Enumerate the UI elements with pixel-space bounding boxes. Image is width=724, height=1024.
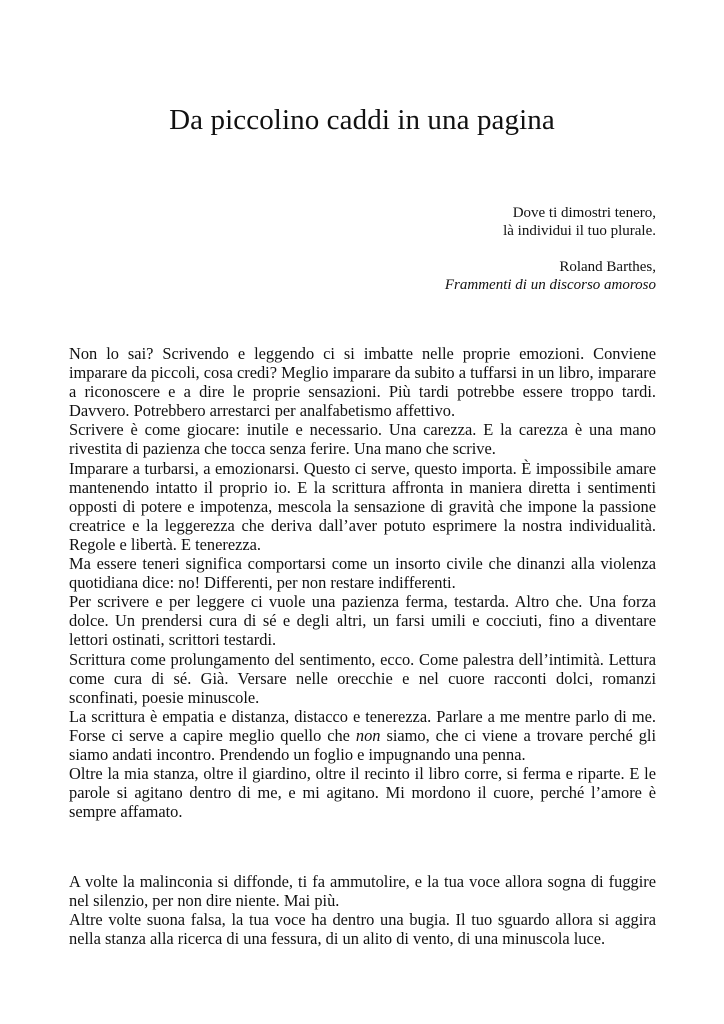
epigraph-line: là individui il tuo plurale. bbox=[503, 223, 656, 239]
paragraph: A volte la malinconia si diffonde, ti fa ammutolire, e la tua voce allora sogna di fuggire nel silenzio, per non dire niente. Mai più. bbox=[69, 872, 656, 911]
paragraph: Scrivere è come giocare: inutile e necessario. Una carezza. E la carezza è una mano rivestita di pazienza che tocca senza ferire. Una mano che scrive. bbox=[69, 420, 656, 459]
paragraph: Ma essere teneri significa comportarsi come un insorto civile che dinanzi alla violenza quotidiana dice: no! Differenti, per non restare indifferenti. bbox=[69, 554, 656, 593]
paragraph: Oltre la mia stanza, oltre il giardino, oltre il recinto il libro corre, si ferma e riparte. E le parole si agitano dentro di me, e mi agitano. Mi mordono il cuore, perché l’amore è sempre affamato. bbox=[69, 764, 656, 822]
epigraph-work: Frammenti di un discorso amoroso bbox=[444, 277, 656, 293]
paragraph-text: La scrittura è empatia e distanza, distacco e tenerezza. Parlare a me mentre parlo di me. Forse ci serve a capire meglio quello che bbox=[69, 706, 656, 745]
paragraph: Scrittura come prolungamento del sentimento, ecco. Come palestra dell’intimità. Lettura come cura di sé. Già. Versare nelle orecchie e nel cuore racconti dolci, romanzi sconfinati, poesie minuscole. bbox=[69, 649, 656, 707]
paragraph: Altre volte suona falsa, la tua voce ha dentro una bugia. Il tuo sguardo allora si aggira nella stanza alla ricerca di una fessura, di un alito di vento, di una minuscola luce. bbox=[69, 910, 656, 949]
epigraph-line: Dove ti dimostri tenero, bbox=[512, 205, 656, 221]
paragraph: Per scrivere e per leggere ci vuole una pazienza ferma, testarda. Altro che. Una forza dolce. Un prendersi cura di sé e degli altri, un farsi umili e cocciuti, fino a diventare lettori ostinati, scrittori testardi. bbox=[69, 592, 656, 650]
page-title: Da piccolino caddi in una pagina bbox=[169, 104, 555, 136]
body-section-2 bbox=[69, 872, 656, 948]
paragraph-text: siamo, che ci viene a trovare perché gli siamo andati incontro. Prendendo un foglio e impugnando una penna. bbox=[69, 725, 656, 764]
body-section-1 bbox=[69, 344, 656, 821]
epigraph-author: Roland Barthes, bbox=[559, 259, 656, 275]
emphasis-word: non bbox=[355, 725, 381, 745]
paragraph: Non lo sai? Scrivendo e leggendo ci si imbatte nelle proprie emozioni. Conviene imparare da piccoli, cosa credi? Meglio imparare da subito a tuffarsi in un libro, imparare a riconoscere e a dire le proprie sensazioni. Più tardi potrebbe essere troppo tardi. Davvero. Potrebbero arrestarci per analfabetismo affettivo. bbox=[69, 344, 656, 421]
epigraph bbox=[445, 204, 656, 294]
paragraph-with-emphasis bbox=[69, 707, 656, 764]
paragraph: Imparare a turbarsi, a emozionarsi. Questo ci serve, questo importa. È impossibile amare mantenendo intatto il proprio io. E la scrittura affronta in maniera diretta i sentimenti opposti di potere e impotenza, mescola la sensazione di gravità che impone la passione creatrice e la leggerezza che deriva dall’aver potuto esprimere la nostra individualità. Regole e libertà. E tenerezza. bbox=[69, 458, 656, 554]
